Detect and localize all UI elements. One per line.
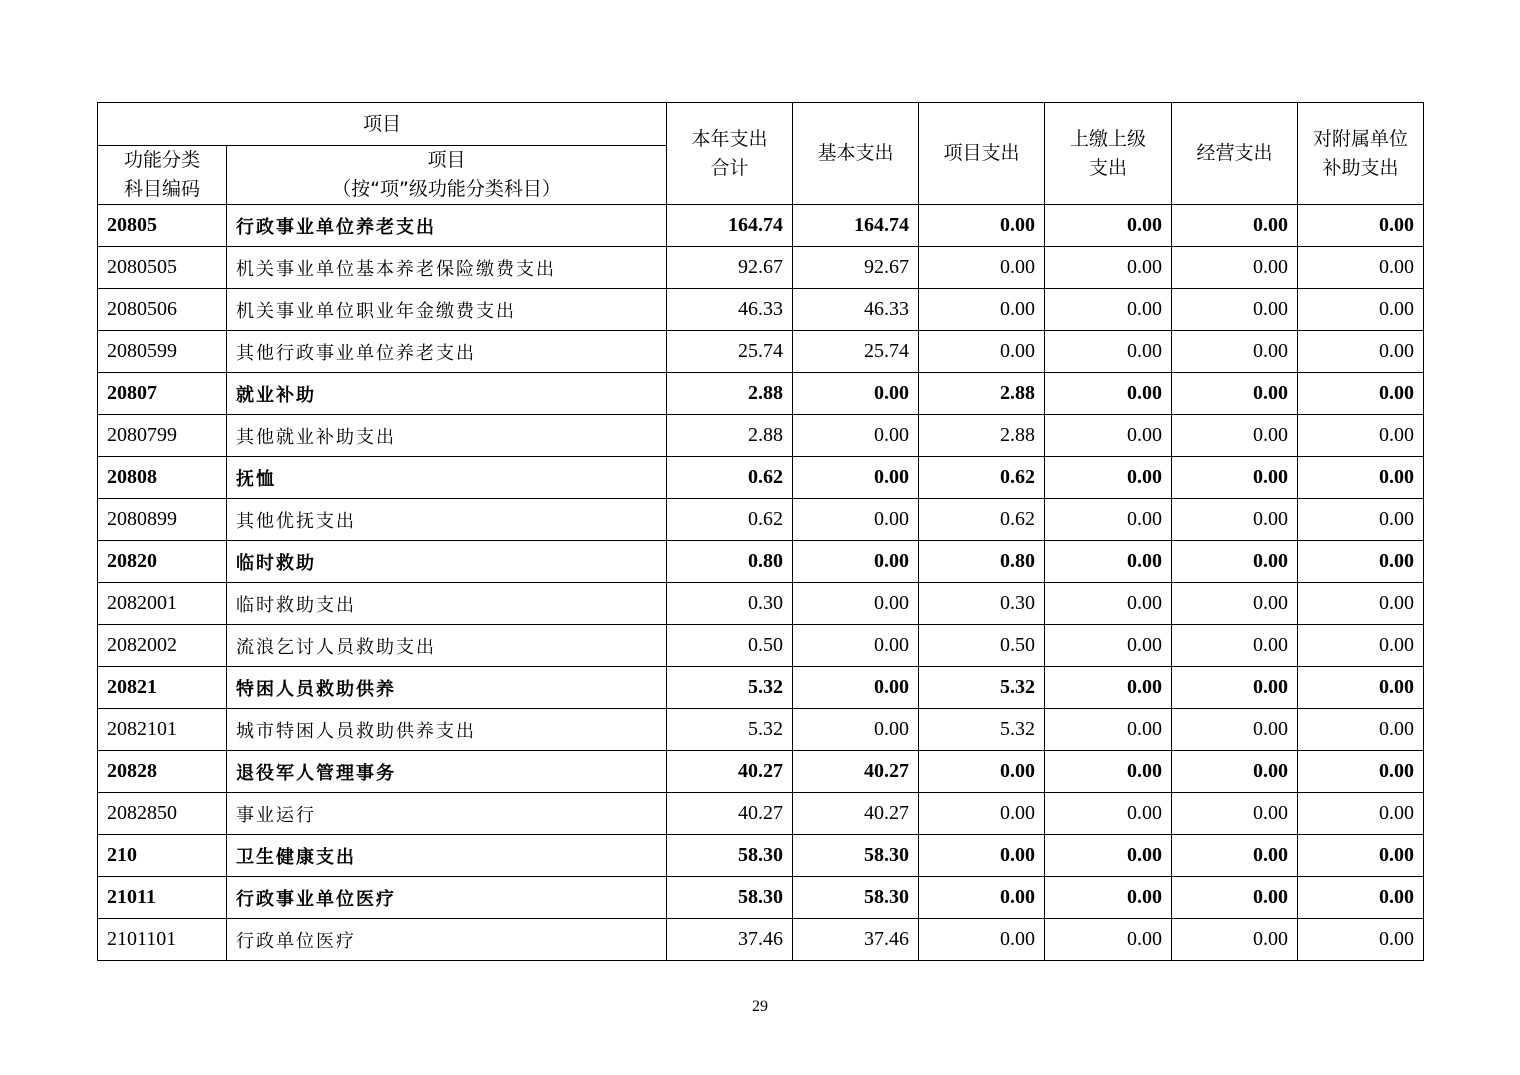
cell-upper: 0.00 (1045, 457, 1172, 499)
cell-name: 机关事业单位职业年金缴费支出 (227, 289, 667, 331)
cell-upper: 0.00 (1045, 499, 1172, 541)
table-row (98, 499, 1424, 541)
cell-name: 事业运行 (227, 793, 667, 835)
cell-subsidy: 0.00 (1298, 247, 1424, 289)
cell-basic: 164.74 (793, 205, 919, 247)
cell-business: 0.00 (1172, 289, 1298, 331)
cell-code: 20820 (98, 541, 227, 583)
cell-subsidy: 0.00 (1298, 877, 1424, 919)
cell-name: 特困人员救助供养 (227, 667, 667, 709)
cell-code: 2080506 (98, 289, 227, 331)
table-row (98, 751, 1424, 793)
cell-upper: 0.00 (1045, 289, 1172, 331)
table-row (98, 457, 1424, 499)
cell-code: 21011 (98, 877, 227, 919)
cell-code: 2082850 (98, 793, 227, 835)
header-upper (1045, 103, 1172, 205)
cell-basic: 0.00 (793, 373, 919, 415)
header-code (98, 146, 227, 205)
table-row (98, 709, 1424, 751)
cell-project: 0.62 (919, 457, 1045, 499)
cell-project: 0.00 (919, 289, 1045, 331)
header-name-line-2: （按“项”级功能分类科目） (332, 178, 561, 200)
cell-business: 0.00 (1172, 751, 1298, 793)
cell-total: 5.32 (667, 667, 793, 709)
header-group-label: 项目 (98, 103, 667, 146)
cell-upper: 0.00 (1045, 583, 1172, 625)
cell-upper: 0.00 (1045, 415, 1172, 457)
cell-total: 0.62 (667, 499, 793, 541)
cell-business: 0.00 (1172, 667, 1298, 709)
cell-upper: 0.00 (1045, 877, 1172, 919)
header-name-line-1: 项目 (427, 149, 466, 171)
cell-project: 0.80 (919, 541, 1045, 583)
table-row (98, 415, 1424, 457)
cell-code: 210 (98, 835, 227, 877)
cell-upper: 0.00 (1045, 541, 1172, 583)
cell-project: 0.00 (919, 877, 1045, 919)
cell-project: 0.00 (919, 205, 1045, 247)
table-row (98, 793, 1424, 835)
header-upper-line-2: 支出 (1089, 156, 1128, 179)
cell-upper: 0.00 (1045, 919, 1172, 961)
cell-business: 0.00 (1172, 919, 1298, 961)
cell-business: 0.00 (1172, 331, 1298, 373)
cell-upper: 0.00 (1045, 751, 1172, 793)
cell-code: 20805 (98, 205, 227, 247)
table-row (98, 583, 1424, 625)
cell-total: 0.62 (667, 457, 793, 499)
cell-subsidy: 0.00 (1298, 625, 1424, 667)
cell-code: 2080505 (98, 247, 227, 289)
cell-business: 0.00 (1172, 457, 1298, 499)
cell-name: 城市特困人员救助供养支出 (227, 709, 667, 751)
cell-basic: 0.00 (793, 709, 919, 751)
header-business: 经营支出 (1172, 103, 1298, 205)
cell-total: 40.27 (667, 793, 793, 835)
cell-project: 2.88 (919, 415, 1045, 457)
cell-upper: 0.00 (1045, 331, 1172, 373)
cell-basic: 46.33 (793, 289, 919, 331)
cell-business: 0.00 (1172, 541, 1298, 583)
cell-total: 46.33 (667, 289, 793, 331)
cell-subsidy: 0.00 (1298, 583, 1424, 625)
cell-basic: 25.74 (793, 331, 919, 373)
cell-total: 58.30 (667, 877, 793, 919)
table-row (98, 625, 1424, 667)
cell-upper: 0.00 (1045, 373, 1172, 415)
cell-code: 20821 (98, 667, 227, 709)
cell-name: 退役军人管理事务 (227, 751, 667, 793)
cell-code: 2082001 (98, 583, 227, 625)
cell-total: 37.46 (667, 919, 793, 961)
cell-subsidy: 0.00 (1298, 289, 1424, 331)
cell-name: 流浪乞讨人员救助支出 (227, 625, 667, 667)
header-code-line-1: 功能分类 (123, 149, 200, 171)
header-subsidy (1298, 103, 1424, 205)
header-total-line-1: 本年支出 (691, 127, 768, 150)
cell-subsidy: 0.00 (1298, 835, 1424, 877)
table-row (98, 919, 1424, 961)
cell-business: 0.00 (1172, 499, 1298, 541)
cell-name: 行政单位医疗 (227, 919, 667, 961)
cell-basic: 0.00 (793, 457, 919, 499)
cell-project: 0.00 (919, 793, 1045, 835)
expenditure-table (97, 102, 1424, 961)
cell-subsidy: 0.00 (1298, 667, 1424, 709)
cell-basic: 0.00 (793, 625, 919, 667)
cell-total: 2.88 (667, 373, 793, 415)
table-row (98, 667, 1424, 709)
cell-business: 0.00 (1172, 583, 1298, 625)
cell-name: 其他优抚支出 (227, 499, 667, 541)
cell-basic: 58.30 (793, 835, 919, 877)
cell-upper: 0.00 (1045, 247, 1172, 289)
cell-project: 0.00 (919, 331, 1045, 373)
header-project: 项目支出 (919, 103, 1045, 205)
header-basic: 基本支出 (793, 103, 919, 205)
cell-business: 0.00 (1172, 835, 1298, 877)
header-total (667, 103, 793, 205)
cell-name: 临时救助支出 (227, 583, 667, 625)
cell-project: 0.30 (919, 583, 1045, 625)
table-row (98, 247, 1424, 289)
cell-name: 其他就业补助支出 (227, 415, 667, 457)
cell-total: 5.32 (667, 709, 793, 751)
cell-basic: 0.00 (793, 541, 919, 583)
page-number: 29 (752, 998, 768, 1015)
cell-business: 0.00 (1172, 373, 1298, 415)
cell-project: 2.88 (919, 373, 1045, 415)
cell-name: 行政事业单位养老支出 (227, 205, 667, 247)
cell-name: 机关事业单位基本养老保险缴费支出 (227, 247, 667, 289)
cell-business: 0.00 (1172, 793, 1298, 835)
cell-total: 164.74 (667, 205, 793, 247)
cell-total: 2.88 (667, 415, 793, 457)
cell-business: 0.00 (1172, 625, 1298, 667)
cell-total: 58.30 (667, 835, 793, 877)
cell-subsidy: 0.00 (1298, 541, 1424, 583)
cell-basic: 0.00 (793, 499, 919, 541)
cell-basic: 92.67 (793, 247, 919, 289)
cell-name: 卫生健康支出 (227, 835, 667, 877)
cell-code: 2082101 (98, 709, 227, 751)
cell-subsidy: 0.00 (1298, 373, 1424, 415)
cell-upper: 0.00 (1045, 709, 1172, 751)
cell-upper: 0.00 (1045, 793, 1172, 835)
cell-code: 20808 (98, 457, 227, 499)
table-row (98, 835, 1424, 877)
cell-code: 2080799 (98, 415, 227, 457)
table-row (98, 289, 1424, 331)
cell-basic: 0.00 (793, 667, 919, 709)
cell-business: 0.00 (1172, 247, 1298, 289)
header-total-line-2: 合计 (710, 156, 749, 179)
cell-code: 2082002 (98, 625, 227, 667)
cell-basic: 37.46 (793, 919, 919, 961)
cell-project: 0.50 (919, 625, 1045, 667)
cell-basic: 40.27 (793, 751, 919, 793)
cell-name: 其他行政事业单位养老支出 (227, 331, 667, 373)
cell-upper: 0.00 (1045, 835, 1172, 877)
cell-business: 0.00 (1172, 415, 1298, 457)
cell-subsidy: 0.00 (1298, 331, 1424, 373)
cell-subsidy: 0.00 (1298, 499, 1424, 541)
cell-name: 就业补助 (227, 373, 667, 415)
cell-subsidy: 0.00 (1298, 919, 1424, 961)
cell-subsidy: 0.00 (1298, 415, 1424, 457)
table-row (98, 541, 1424, 583)
cell-business: 0.00 (1172, 205, 1298, 247)
cell-business: 0.00 (1172, 877, 1298, 919)
cell-project: 5.32 (919, 667, 1045, 709)
cell-name: 抚恤 (227, 457, 667, 499)
cell-upper: 0.00 (1045, 625, 1172, 667)
cell-basic: 0.00 (793, 583, 919, 625)
header-name (227, 146, 667, 205)
cell-subsidy: 0.00 (1298, 793, 1424, 835)
cell-upper: 0.00 (1045, 667, 1172, 709)
table-row (98, 373, 1424, 415)
table-header (98, 103, 1424, 205)
cell-project: 0.00 (919, 751, 1045, 793)
header-code-line-2: 科目编码 (123, 178, 200, 200)
cell-total: 92.67 (667, 247, 793, 289)
cell-subsidy: 0.00 (1298, 457, 1424, 499)
header-upper-line-1: 上缴上级 (1070, 127, 1147, 150)
expenditure-table-container (97, 102, 1423, 961)
cell-subsidy: 0.00 (1298, 751, 1424, 793)
cell-code: 2080599 (98, 331, 227, 373)
cell-name: 行政事业单位医疗 (227, 877, 667, 919)
cell-total: 0.30 (667, 583, 793, 625)
cell-total: 0.80 (667, 541, 793, 583)
table-row (98, 331, 1424, 373)
cell-upper: 0.00 (1045, 205, 1172, 247)
table-row (98, 877, 1424, 919)
header-subsidy-line-1: 对附属单位 (1313, 127, 1409, 150)
cell-subsidy: 0.00 (1298, 709, 1424, 751)
cell-total: 40.27 (667, 751, 793, 793)
cell-code: 20828 (98, 751, 227, 793)
header-subsidy-line-2: 补助支出 (1322, 156, 1399, 179)
cell-subsidy: 0.00 (1298, 205, 1424, 247)
cell-basic: 58.30 (793, 877, 919, 919)
cell-total: 25.74 (667, 331, 793, 373)
cell-code: 20807 (98, 373, 227, 415)
cell-business: 0.00 (1172, 709, 1298, 751)
cell-total: 0.50 (667, 625, 793, 667)
cell-code: 2101101 (98, 919, 227, 961)
cell-basic: 40.27 (793, 793, 919, 835)
cell-basic: 0.00 (793, 415, 919, 457)
cell-name: 临时救助 (227, 541, 667, 583)
cell-project: 0.62 (919, 499, 1045, 541)
cell-project: 0.00 (919, 835, 1045, 877)
cell-project: 0.00 (919, 247, 1045, 289)
cell-code: 2080899 (98, 499, 227, 541)
cell-project: 5.32 (919, 709, 1045, 751)
table-body (98, 205, 1424, 961)
cell-project: 0.00 (919, 919, 1045, 961)
table-row (98, 205, 1424, 247)
